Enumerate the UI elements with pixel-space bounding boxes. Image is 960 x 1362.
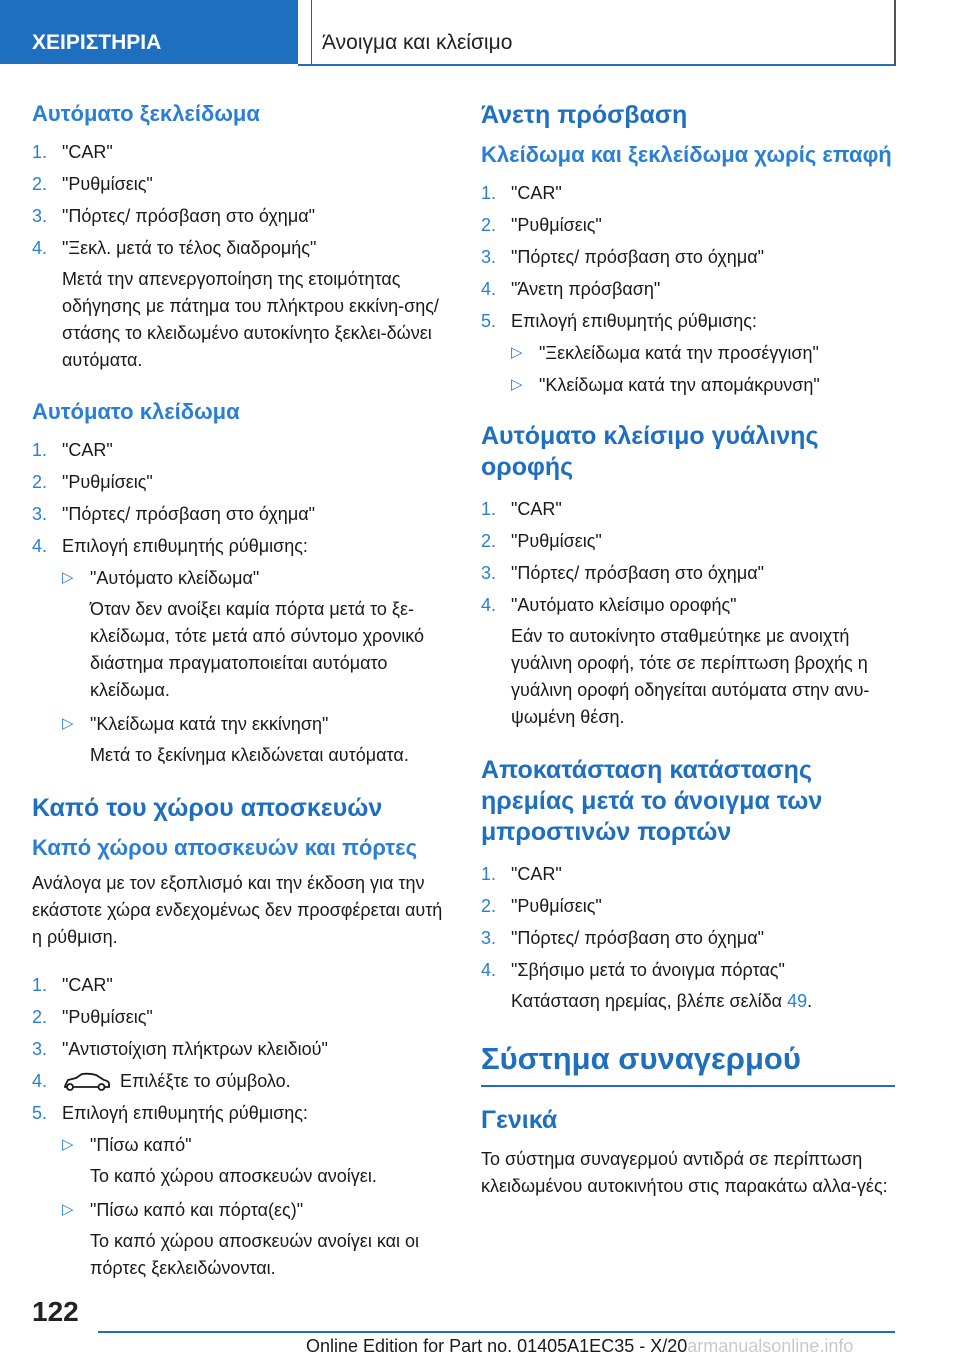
list-item: 5. Επιλογή επιθυμητής ρύθμισης: (32, 1103, 308, 1123)
list-item: 1. "CAR" (481, 864, 562, 884)
header-rule (298, 64, 896, 66)
list-item: 3. "Πόρτες/ πρόσβαση στο όχημα" (481, 247, 764, 267)
header-separator (311, 0, 312, 64)
list-item: 3. "Πόρτες/ πρόσβαση στο όχημα" (481, 563, 764, 583)
footer-rule (98, 1331, 895, 1333)
list-item: 4. Επιλέξτε το σύμβολο. (32, 1065, 452, 1097)
trunk-steps (32, 969, 452, 1129)
option-description: Το καπό χώρου αποσκευών ανοίγει και οι πόρτες ξεκλειδώνονται. (90, 1231, 420, 1278)
comfort-heading: Άνετη πρόσβαση (481, 101, 688, 129)
list-item: 4. "Σβήσιμο μετά το άνοιγμα πόρτας" (481, 960, 785, 980)
page-link[interactable]: 49 (787, 991, 808, 1011)
sub-option: ▷ "Κλείδωμα κατά την εκκίνηση" (32, 708, 452, 740)
watermark: armanualsonline.info (687, 1336, 854, 1356)
list-item: 2. "Ρυθμίσεις" (32, 174, 153, 194)
auto-unlock-note: Μετά την απενεργοποίηση της ετοιμότητας οδήγησης με πάτημα του πλήκτρου εκκίνη-σης/στάσης το κλειδωμένο αυτοκίνητο ξεκλει-δώνει αυτόματα. (62, 269, 439, 370)
alarm-rule (481, 1085, 895, 1087)
list-item: 1. "CAR" (481, 499, 562, 519)
list-item: 3. "Πόρτες/ πρόσβαση στο όχημα" (32, 504, 315, 524)
option-description: Το καπό χώρου αποσκευών ανοίγει. (90, 1166, 377, 1186)
triangle-right-icon: ▷ (511, 376, 523, 393)
right-column (481, 100, 895, 1204)
section-tab-label: ΧΕΙΡΙΣΤΗΡΙΑ (32, 31, 162, 54)
option-description: Μετά το ξεκίνημα κλειδώνεται αυτόματα. (90, 745, 409, 765)
auto-lock-heading: Αυτόματο κλείδωμα (32, 399, 240, 424)
restore-heading: Αποκατάσταση κατάστασης ηρεμίας μετά το άνοιγμα των μπροστινών πορτών (481, 756, 823, 846)
triangle-right-icon: ▷ (511, 344, 523, 361)
list-item: 3. "Πόρτες/ πρόσβαση στο όχημα" (32, 206, 315, 226)
auto-unlock-heading: Αυτόματο ξεκλείδωμα (32, 101, 260, 126)
page-number: 122 (32, 1296, 79, 1327)
restore-steps (481, 858, 895, 986)
section-tab (0, 0, 298, 64)
trunk-subheading: Καπό χώρου αποσκευών και πόρτες (32, 835, 418, 860)
roof-note: Εάν το αυτοκίνητο σταθμεύτηκε με ανοιχτή γυάλινη οροφή, τότε σε περίπτωση βροχής η γυάλινη οροφή οδηγείται αυτόματα στην ανυ-ψωμένη θέση. (511, 626, 870, 727)
list-item: 1. "CAR" (32, 440, 113, 460)
list-item: 3. "Πόρτες/ πρόσβαση στο όχημα" (481, 928, 764, 948)
list-item: 1. "CAR" (481, 183, 562, 203)
triangle-right-icon: ▷ (62, 715, 74, 732)
roof-steps (481, 493, 895, 621)
auto-unlock-steps (32, 136, 452, 264)
list-item: 4. "Αυτόματο κλείσιμο οροφής" (481, 595, 737, 615)
alarm-heading: Σύστημα συναγερμού (481, 1041, 801, 1076)
trunk-intro: Ανάλογα με τον εξοπλισμό και την έκδοση για την εκάστοτε χώρα ενδεχομένως δεν προσφέρεται αυτή η ρύθμιση. (32, 873, 443, 947)
footer-edition: Online Edition for Part no. 01405A1EC35 - X/20armanualsonline.info (306, 1336, 854, 1356)
header-edge (894, 0, 896, 66)
list-item: 2. "Ρυθμίσεις" (481, 215, 602, 235)
roof-heading: Αυτόματο κλείσιμο γυάλινης οροφής (481, 422, 819, 481)
list-item: 4. "Ξεκλ. μετά το τέλος διαδρομής" (32, 238, 317, 258)
restore-note: Κατάσταση ηρεμίας, βλέπε σελίδα 49. (511, 991, 813, 1011)
sub-option: ▷ "Κλείδωμα κατά την απομάκρυνση" (481, 369, 895, 401)
sub-option: ▷ "Αυτόματο κλείδωμα" (32, 562, 452, 594)
list-item: 2. "Ρυθμίσεις" (32, 472, 153, 492)
sub-option: ▷ "Ξεκλείδωμα κατά την προσέγγιση" (481, 337, 895, 369)
sub-option: ▷ "Πίσω καπό και πόρτα(ες)" (32, 1194, 452, 1226)
alarm-intro: Το σύστημα συναγερμού αντιδρά σε περίπτωση κλειδωμένου αυτοκινήτου στις παρακάτω αλλα-γές: (481, 1149, 888, 1196)
sub-option: ▷ "Πίσω καπό" (32, 1129, 452, 1161)
chapter-title: Άνοιγμα και κλείσιμο (322, 31, 513, 54)
comfort-subheading: Κλείδωμα και ξεκλείδωμα χωρίς επαφή (481, 142, 892, 167)
list-item: 1. "CAR" (32, 975, 113, 995)
list-item: 2. "Ρυθμίσεις" (481, 896, 602, 916)
triangle-right-icon: ▷ (62, 1136, 74, 1153)
alarm-subheading: Γενικά (481, 1106, 558, 1134)
left-column (32, 100, 452, 1286)
list-item: 4. Επιλογή επιθυμητής ρύθμισης: (32, 536, 308, 556)
option-description: Όταν δεν ανοίξει καμία πόρτα μετά το ξε-κλείδωμα, τότε μετά από σύντομο χρονικό διάστημα πραγματοποιείται αυτόματο κλείδωμα. (90, 599, 425, 700)
list-item: 3. "Αντιστοίχιση πλήκτρων κλειδιού" (32, 1039, 328, 1059)
list-item: 1. "CAR" (32, 142, 113, 162)
list-item: 2. "Ρυθμίσεις" (32, 1007, 153, 1027)
comfort-steps (481, 177, 895, 337)
car-icon (62, 1071, 112, 1093)
list-item: 2. "Ρυθμίσεις" (481, 531, 602, 551)
list-item: 4. "Άνετη πρόσβαση" (481, 279, 661, 299)
list-item: 5. Επιλογή επιθυμητής ρύθμισης: (481, 311, 757, 331)
trunk-heading: Καπό του χώρου αποσκευών (32, 794, 383, 822)
triangle-right-icon: ▷ (62, 1201, 74, 1218)
auto-lock-steps (32, 434, 452, 562)
triangle-right-icon: ▷ (62, 569, 74, 586)
